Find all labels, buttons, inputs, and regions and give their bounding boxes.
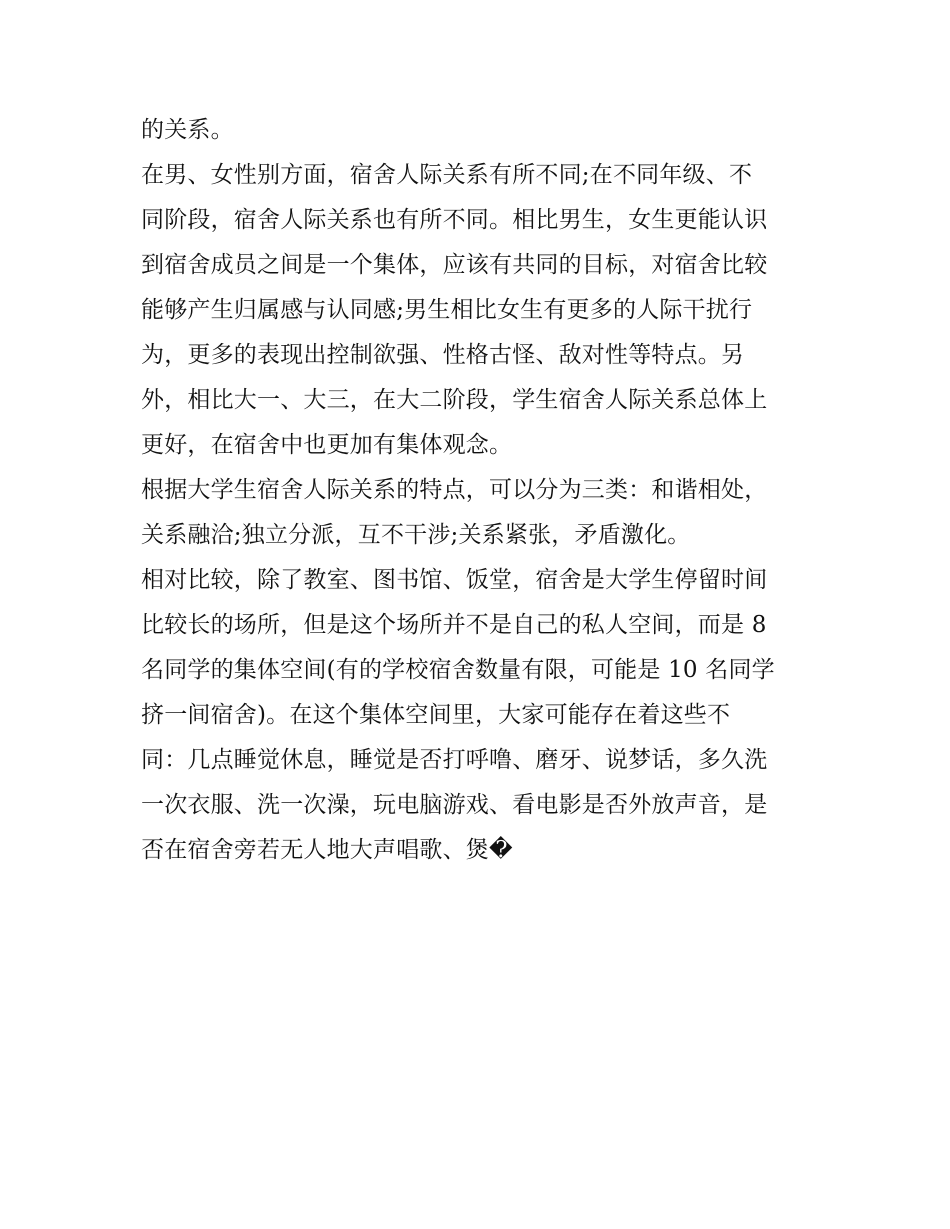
text-line: 同：几点睡觉休息，睡觉是否打呼噜、磨牙、说梦话，多久洗	[141, 747, 768, 773]
text-line: 比较长的场所，但是这个场所并不是自己的私人空间，而是 8	[141, 612, 767, 638]
text-line: 一次衣服、洗一次澡，玩电脑游戏、看电影是否外放声音，是	[141, 792, 768, 818]
body-text	[141, 108, 821, 873]
text-line: 名同学的集体空间(有的学校宿舍数量有限，可能是 10 名同学	[141, 657, 775, 683]
text-line: 更好，在宿舍中也更加有集体观念。	[141, 432, 513, 458]
text-line: 相对比较，除了教室、图书馆、饭堂，宿舍是大学生停留时间	[141, 567, 768, 593]
text-line: 到宿舍成员之间是一个集体，应该有共同的目标，对宿舍比较	[141, 252, 768, 278]
text-line: 在男、女性别方面，宿舍人际关系有所不同;在不同年级、不	[141, 162, 753, 188]
text-line: 根据大学生宿舍人际关系的特点，可以分为三类：和谐相处，	[141, 477, 768, 503]
text-line: 挤一间宿舍)。在这个集体空间里，大家可能存在着这些不	[141, 702, 731, 728]
text-line: 的关系。	[141, 117, 234, 143]
text-line: 否在宿舍旁若无人地大声唱歌、煲�	[141, 837, 513, 863]
text-line: 外，相比大一、大三，在大二阶段，学生宿舍人际关系总体上	[141, 387, 768, 413]
text-line: 为，更多的表现出控制欲强、性格古怪、敌对性等特点。另	[141, 342, 745, 368]
text-line: 同阶段，宿舍人际关系也有所不同。相比男生，女生更能认识	[141, 207, 768, 233]
text-line: 能够产生归属感与认同感;男生相比女生有更多的人际干扰行	[141, 297, 753, 323]
text-line: 关系融洽;独立分派，互不干涉;关系紧张，矛盾激化。	[141, 522, 691, 548]
